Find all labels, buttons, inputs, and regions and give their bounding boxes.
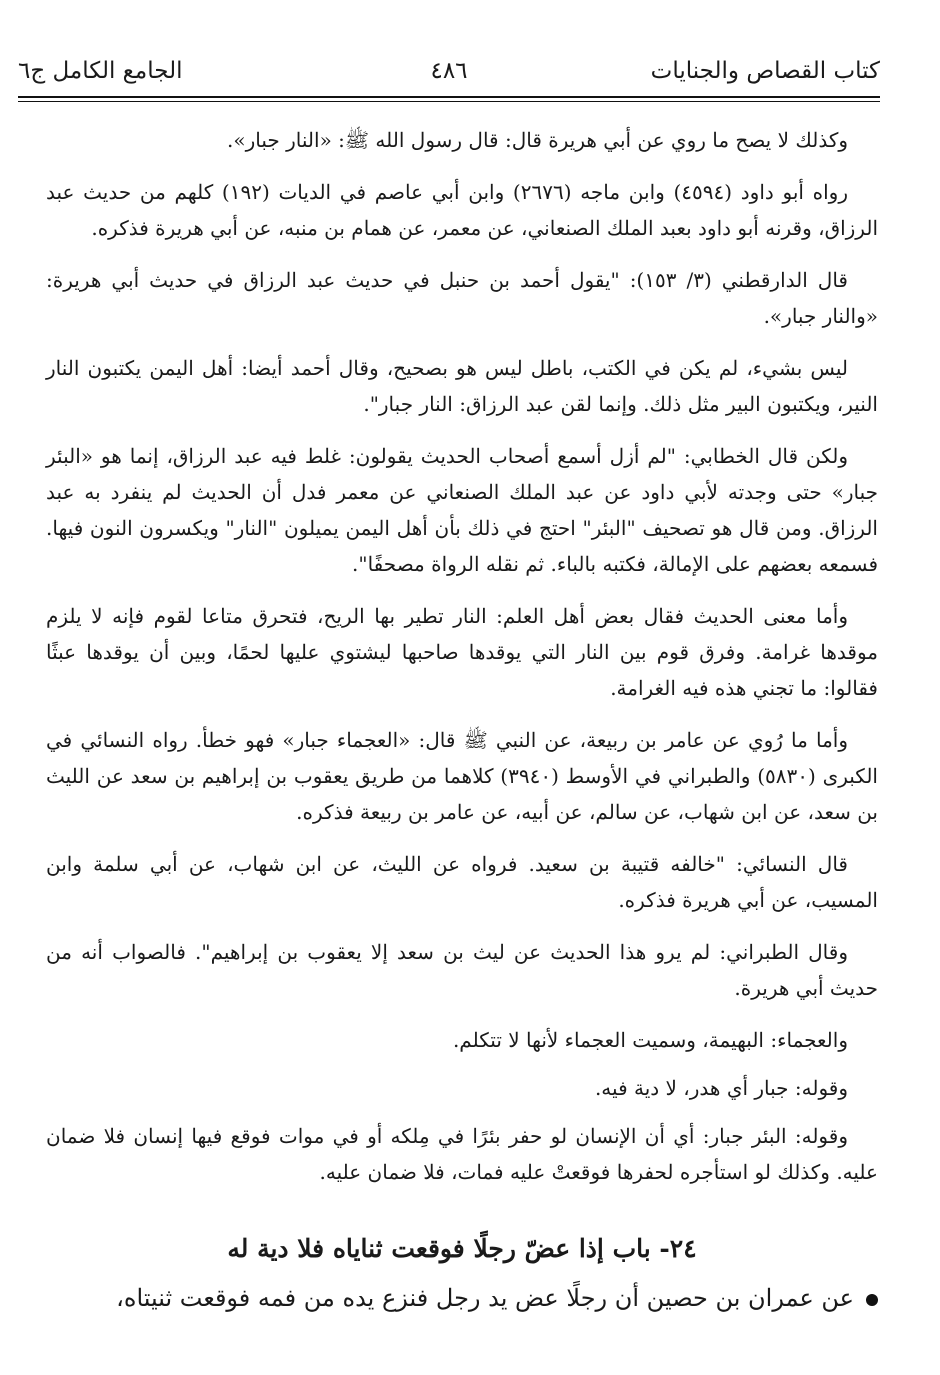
- paragraph: قال النسائي: "خالفه قتيبة بن سعيد. فرواه عن الليث، عن ابن شهاب، عن أبي سلمة وابن المسيب، عن أبي هريرة فذكره.: [46, 852, 878, 912]
- header-rule-thick: [18, 96, 880, 98]
- paragraph: رواه أبو داود (٤٥٩٤) وابن ماجه (٢٦٧٦) وابن أبي عاصم في الديات (١٩٢) كلهم من حديث عبد الرزاق، وقرنه أبو داود بعبد الملك الصنعاني، عن معمر، عن همام بن منبه، عن أبي هريرة فذكره.: [46, 180, 878, 240]
- chapter-heading: ٢٤- باب إذا عضّ رجلًا فوقعت ثناياه فلا دية له: [227, 1234, 697, 1263]
- page-header: [18, 52, 880, 96]
- paragraph: وقوله: البئر جبار: أي أن الإنسان لو حفر بئرًا في مِلكه أو في موات فوقع فيها إنسان فلا ضمان عليه. وكذلك لو استأجره لحفرها فوقعتْ عليه فمات، فلا ضمان عليه.: [46, 1124, 878, 1184]
- hadith-line: [46, 1284, 878, 1312]
- paragraph: وأما ما رُوي عن عامر بن ربيعة، عن النبي ﷺ قال: «العجماء جبار» فهو خطأ. رواه النسائي في الكبرى (٥٨٣٠) والطبراني في الأوسط (٣٩٤٠) كلاهما من طريق يعقوب بن إبراهيم بن سعد عن الليث بن سعد، عن ابن شهاب، عن سالم، عن أبيه، عن عامر بن ربيعة فذكره.: [46, 728, 878, 824]
- bullet-icon: [866, 1294, 878, 1306]
- book-section-title: كتاب القصاص والجنايات: [650, 58, 880, 84]
- hadith-text: عن عمران بن حصين أن رجلًا عض يد رجل فنزع يده من فمه فوقعت ثنيتاه،: [116, 1284, 854, 1312]
- page-number: ٤٨٦: [430, 58, 468, 84]
- paragraph: ليس بشيء، لم يكن في الكتب، باطل ليس هو بصحيح، وقال أحمد أيضا: أهل اليمن يكتبون النار النير، ويكتبون البير مثل ذلك. وإنما لقن عبد الرزاق: النار جبار".: [46, 356, 878, 416]
- paragraph: وقال الطبراني: لم يرو هذا الحديث عن ليث بن سعد إلا يعقوب بن إبراهيم". فالصواب أنه من حديث أبي هريرة.: [46, 940, 878, 1000]
- paragraph: وأما معنى الحديث فقال بعض أهل العلم: النار تطير بها الريح، فتحرق متاعا لقوم فإنه لا يلزم موقدها غرامة. وفرق قوم بين النار التي يوقدها صاحبها ليشتوي عليها لحمًا، وبين أن يوقدها عبثًا فقالوا: ما تجني هذه فيه الغرامة.: [46, 604, 878, 700]
- paragraph: قال الدارقطني (٣/ ١٥٣): "يقول أحمد بن حنبل في حديث عبد الرزاق في حديث أبي هريرة: «والنار جبار».: [46, 268, 878, 328]
- paragraph: والعجماء: البهيمة، وسميت العجماء لأنها لا تتكلم.: [452, 1028, 848, 1052]
- book-volume-title: الجامع الكامل ج٦: [18, 58, 183, 84]
- header-rule-thin: [18, 101, 880, 102]
- paragraph: وقوله: جبار أي هدر، لا دية فيه.: [594, 1076, 848, 1100]
- paragraph: وكذلك لا يصح ما روي عن أبي هريرة قال: قال رسول الله ﷺ: «النار جبار».: [227, 128, 848, 152]
- page-body: [46, 122, 878, 1206]
- paragraph: ولكن قال الخطابي: "لم أزل أسمع أصحاب الحديث يقولون: غلط فيه عبد الرزاق، إنما هو «البئر جبار» حتى وجدته لأبي داود عن عبد الملك الصنعاني عن معمر فدل أن الحديث لم ينفرد به عبد الرزاق. ومن قال هو تصحيف "البئر" احتج في ذلك بأن أهل اليمن يميلون "النار" ويكسرون النون فيها. فسمعه بعضهم على الإمالة، فكتبه بالباء. ثم نقله الرواة مصحفًا".: [46, 444, 878, 576]
